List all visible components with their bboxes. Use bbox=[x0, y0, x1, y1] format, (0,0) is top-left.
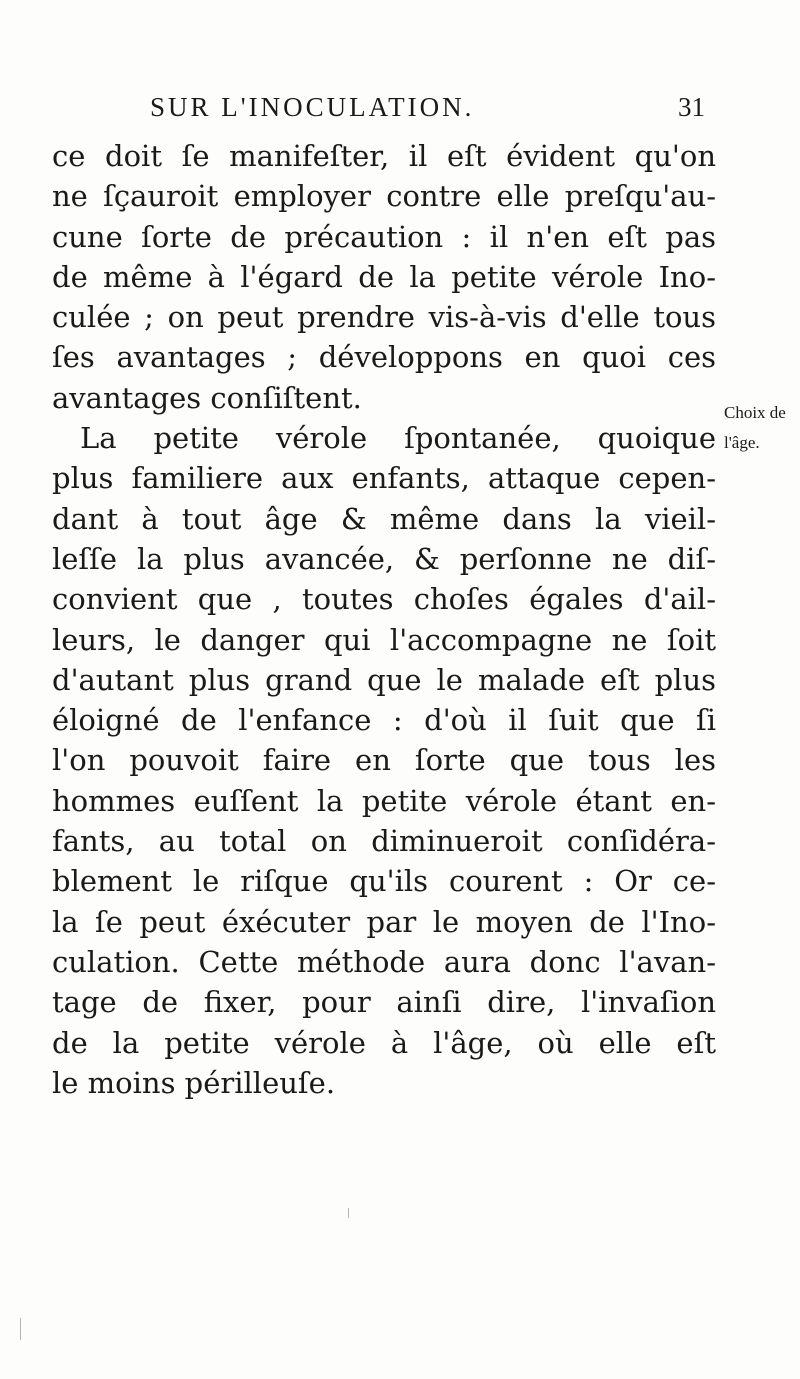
text-line: leurs, le danger qui l'accompagne ne ſoit bbox=[52, 622, 716, 657]
text-line: culation. Cette méthode aura donc l'avan- bbox=[52, 944, 716, 979]
text-line: le moins périlleuſe. bbox=[52, 1065, 336, 1100]
text-line: ſes avantages ; développons en quoi ces bbox=[52, 340, 716, 375]
marginal-note-line: l'âge. bbox=[724, 433, 760, 452]
text-line: d'autant plus grand que le malade eſt plus bbox=[52, 662, 716, 697]
text-line: convient que , toutes choſes égales d'ail- bbox=[52, 582, 716, 617]
text-line: dant à tout âge & même dans la vieil- bbox=[52, 501, 716, 536]
text-line: culée ; on peut prendre vis-à-vis d'elle tous bbox=[52, 300, 716, 335]
text-line: éloigné de l'enfance : d'où il ſuit que ſi bbox=[52, 703, 716, 738]
text-line: blement le riſque qu'ils courent : Or ce- bbox=[52, 864, 716, 899]
paper-speck bbox=[348, 1208, 349, 1218]
text-line: la ſe peut éxécuter par le moyen de l'Ino- bbox=[52, 904, 716, 939]
text-line: ce doit ſe manifeſter, il eſt évident qu'on bbox=[52, 139, 716, 173]
running-title: SUR L'INOCULATION. bbox=[150, 92, 475, 122]
marginal-note-line: Choix de bbox=[724, 403, 786, 422]
text-line: tage de fixer, pour ainſi dire, l'invaſion bbox=[52, 985, 716, 1020]
text-line: hommes euſſent la petite vérole étant en- bbox=[52, 783, 716, 818]
text-line: plus familiere aux enfants, attaque cepen- bbox=[52, 461, 716, 496]
body-text bbox=[52, 136, 716, 1103]
paragraph-start-line: La petite vérole ſpontanée, quoique bbox=[80, 421, 716, 456]
paper-speck bbox=[20, 1318, 21, 1340]
text-line: fants, au total on diminueroit conſidéra- bbox=[52, 824, 716, 859]
text-line: de la petite vérole à l'âge, où elle eſt bbox=[52, 1025, 716, 1060]
page-header bbox=[150, 92, 705, 132]
text-line: leſſe la plus avancée, & perſonne ne diſ- bbox=[52, 541, 716, 576]
text-line: de même à l'égard de la petite vérole Ino- bbox=[52, 259, 716, 294]
page-number: 31 bbox=[678, 92, 705, 122]
text-line: l'on pouvoit faire en ſorte que tous les bbox=[52, 743, 716, 778]
marginal-note bbox=[724, 398, 796, 458]
text-line: ne ſçauroit employer contre elle preſqu'au- bbox=[52, 179, 716, 214]
text-line: cune ſorte de précaution : il n'en eſt pas bbox=[52, 219, 716, 254]
text-line: avantages conſiſtent. bbox=[52, 380, 362, 415]
